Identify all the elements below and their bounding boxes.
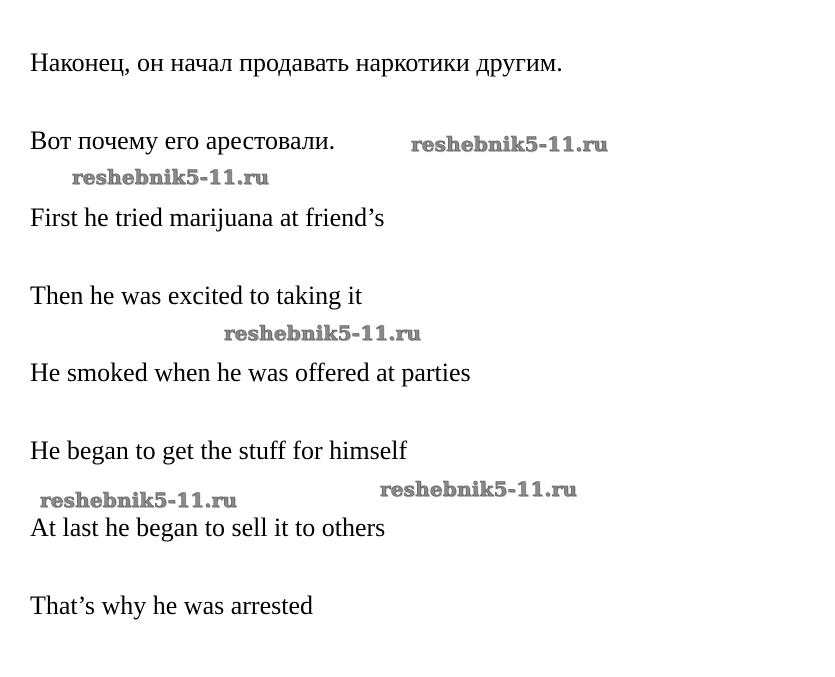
text-line-en-3: He smoked when he was offered at parties <box>30 358 471 387</box>
text-line-en-4: He began to get the stuff for himself <box>30 436 408 465</box>
text-line-en-6: That’s why he was arrested <box>30 591 314 620</box>
text-line-ru-2: Вот почему его арестовали. <box>30 126 336 155</box>
watermark: reshebnik5-11.ru <box>224 321 422 345</box>
watermark: reshebnik5-11.ru <box>40 488 238 512</box>
watermark: reshebnik5-11.ru <box>72 165 270 189</box>
text-line-en-2: Then he was excited to taking it <box>30 281 363 310</box>
watermark: reshebnik5-11.ru <box>411 132 609 156</box>
text-line-en-1: First he tried marijuana at friend’s <box>30 203 385 232</box>
text-line-ru-1: Наконец, он начал продавать наркотики другим. <box>30 48 563 77</box>
watermark: reshebnik5-11.ru <box>380 477 578 501</box>
text-line-en-5: At last he began to sell it to others <box>30 513 386 542</box>
